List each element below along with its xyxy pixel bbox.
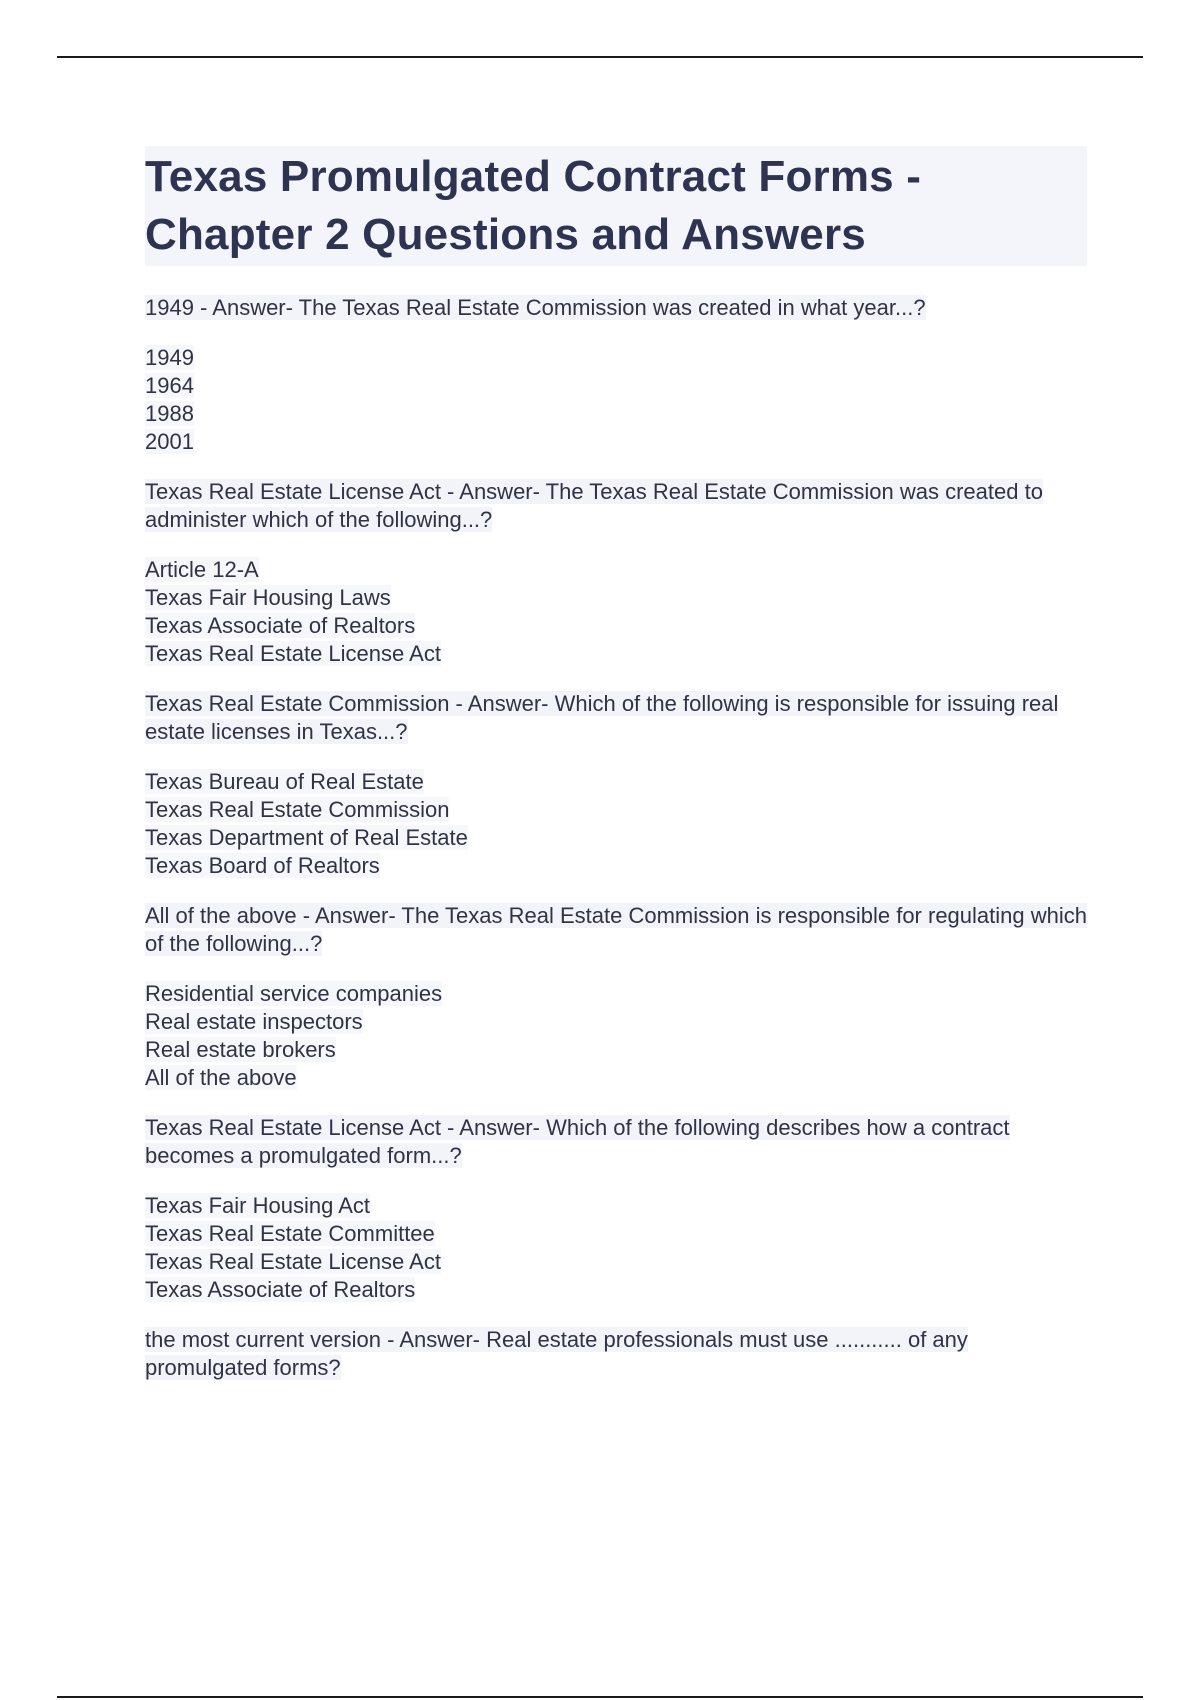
top-divider <box>57 56 1143 58</box>
options-list <box>145 344 1087 456</box>
question-text: 1949 - Answer- The Texas Real Estate Commission was created in what year...? <box>145 295 926 320</box>
qa-item-2 <box>145 478 1087 668</box>
qa-item-4 <box>145 902 1087 1092</box>
option-item: Texas Department of Real Estate <box>145 825 468 850</box>
options-list <box>145 768 1087 880</box>
question-text: All of the above - Answer- The Texas Real Estate Commission is responsible for regulating which of the following...? <box>145 903 1087 956</box>
option-item: Texas Real Estate Committee <box>145 1221 435 1246</box>
option-item: Texas Fair Housing Act <box>145 1193 370 1218</box>
qa-item-5 <box>145 1114 1087 1304</box>
option-item: Texas Associate of Realtors <box>145 613 416 638</box>
option-item: Texas Real Estate License Act <box>145 641 441 666</box>
option-item: Texas Board of Realtors <box>145 853 380 878</box>
page-title-line-2: Chapter 2 Questions and Answers <box>145 210 866 259</box>
bottom-divider <box>57 1696 1143 1698</box>
page-title <box>145 146 1087 266</box>
option-item: Texas Associate of Realtors <box>145 1277 416 1302</box>
question-text: the most current version - Answer- Real estate professionals must use ........... of any promulgated forms? <box>145 1327 968 1380</box>
option-item: All of the above <box>145 1065 297 1090</box>
option-item: Article 12-A <box>145 557 259 582</box>
question-text: Texas Real Estate Commission - Answer- Which of the following is responsible for issuing real estate licenses in Texas...? <box>145 691 1059 744</box>
option-item: 1964 <box>145 373 194 398</box>
option-item: Real estate brokers <box>145 1037 336 1062</box>
option-item: Texas Fair Housing Laws <box>145 585 391 610</box>
options-list <box>145 980 1087 1092</box>
options-list <box>145 1192 1087 1304</box>
option-item: 2001 <box>145 429 194 454</box>
qa-item-1 <box>145 294 1087 456</box>
option-item: Real estate inspectors <box>145 1009 363 1034</box>
options-list <box>145 556 1087 668</box>
qa-item-3 <box>145 690 1087 880</box>
option-item: Texas Real Estate License Act <box>145 1249 441 1274</box>
option-item: Texas Real Estate Commission <box>145 797 450 822</box>
question-text: Texas Real Estate License Act - Answer- Which of the following describes how a contract becomes a promulgated form...? <box>145 1115 1010 1168</box>
page-title-line-1: Texas Promulgated Contract Forms - <box>145 152 922 201</box>
option-item: Texas Bureau of Real Estate <box>145 769 424 794</box>
option-item: 1949 <box>145 345 194 370</box>
qa-item-6 <box>145 1326 1087 1382</box>
option-item: 1988 <box>145 401 194 426</box>
document-body <box>145 146 1087 1404</box>
option-item: Residential service companies <box>145 981 443 1006</box>
question-text: Texas Real Estate License Act - Answer- The Texas Real Estate Commission was created to administer which of the following...? <box>145 479 1043 532</box>
